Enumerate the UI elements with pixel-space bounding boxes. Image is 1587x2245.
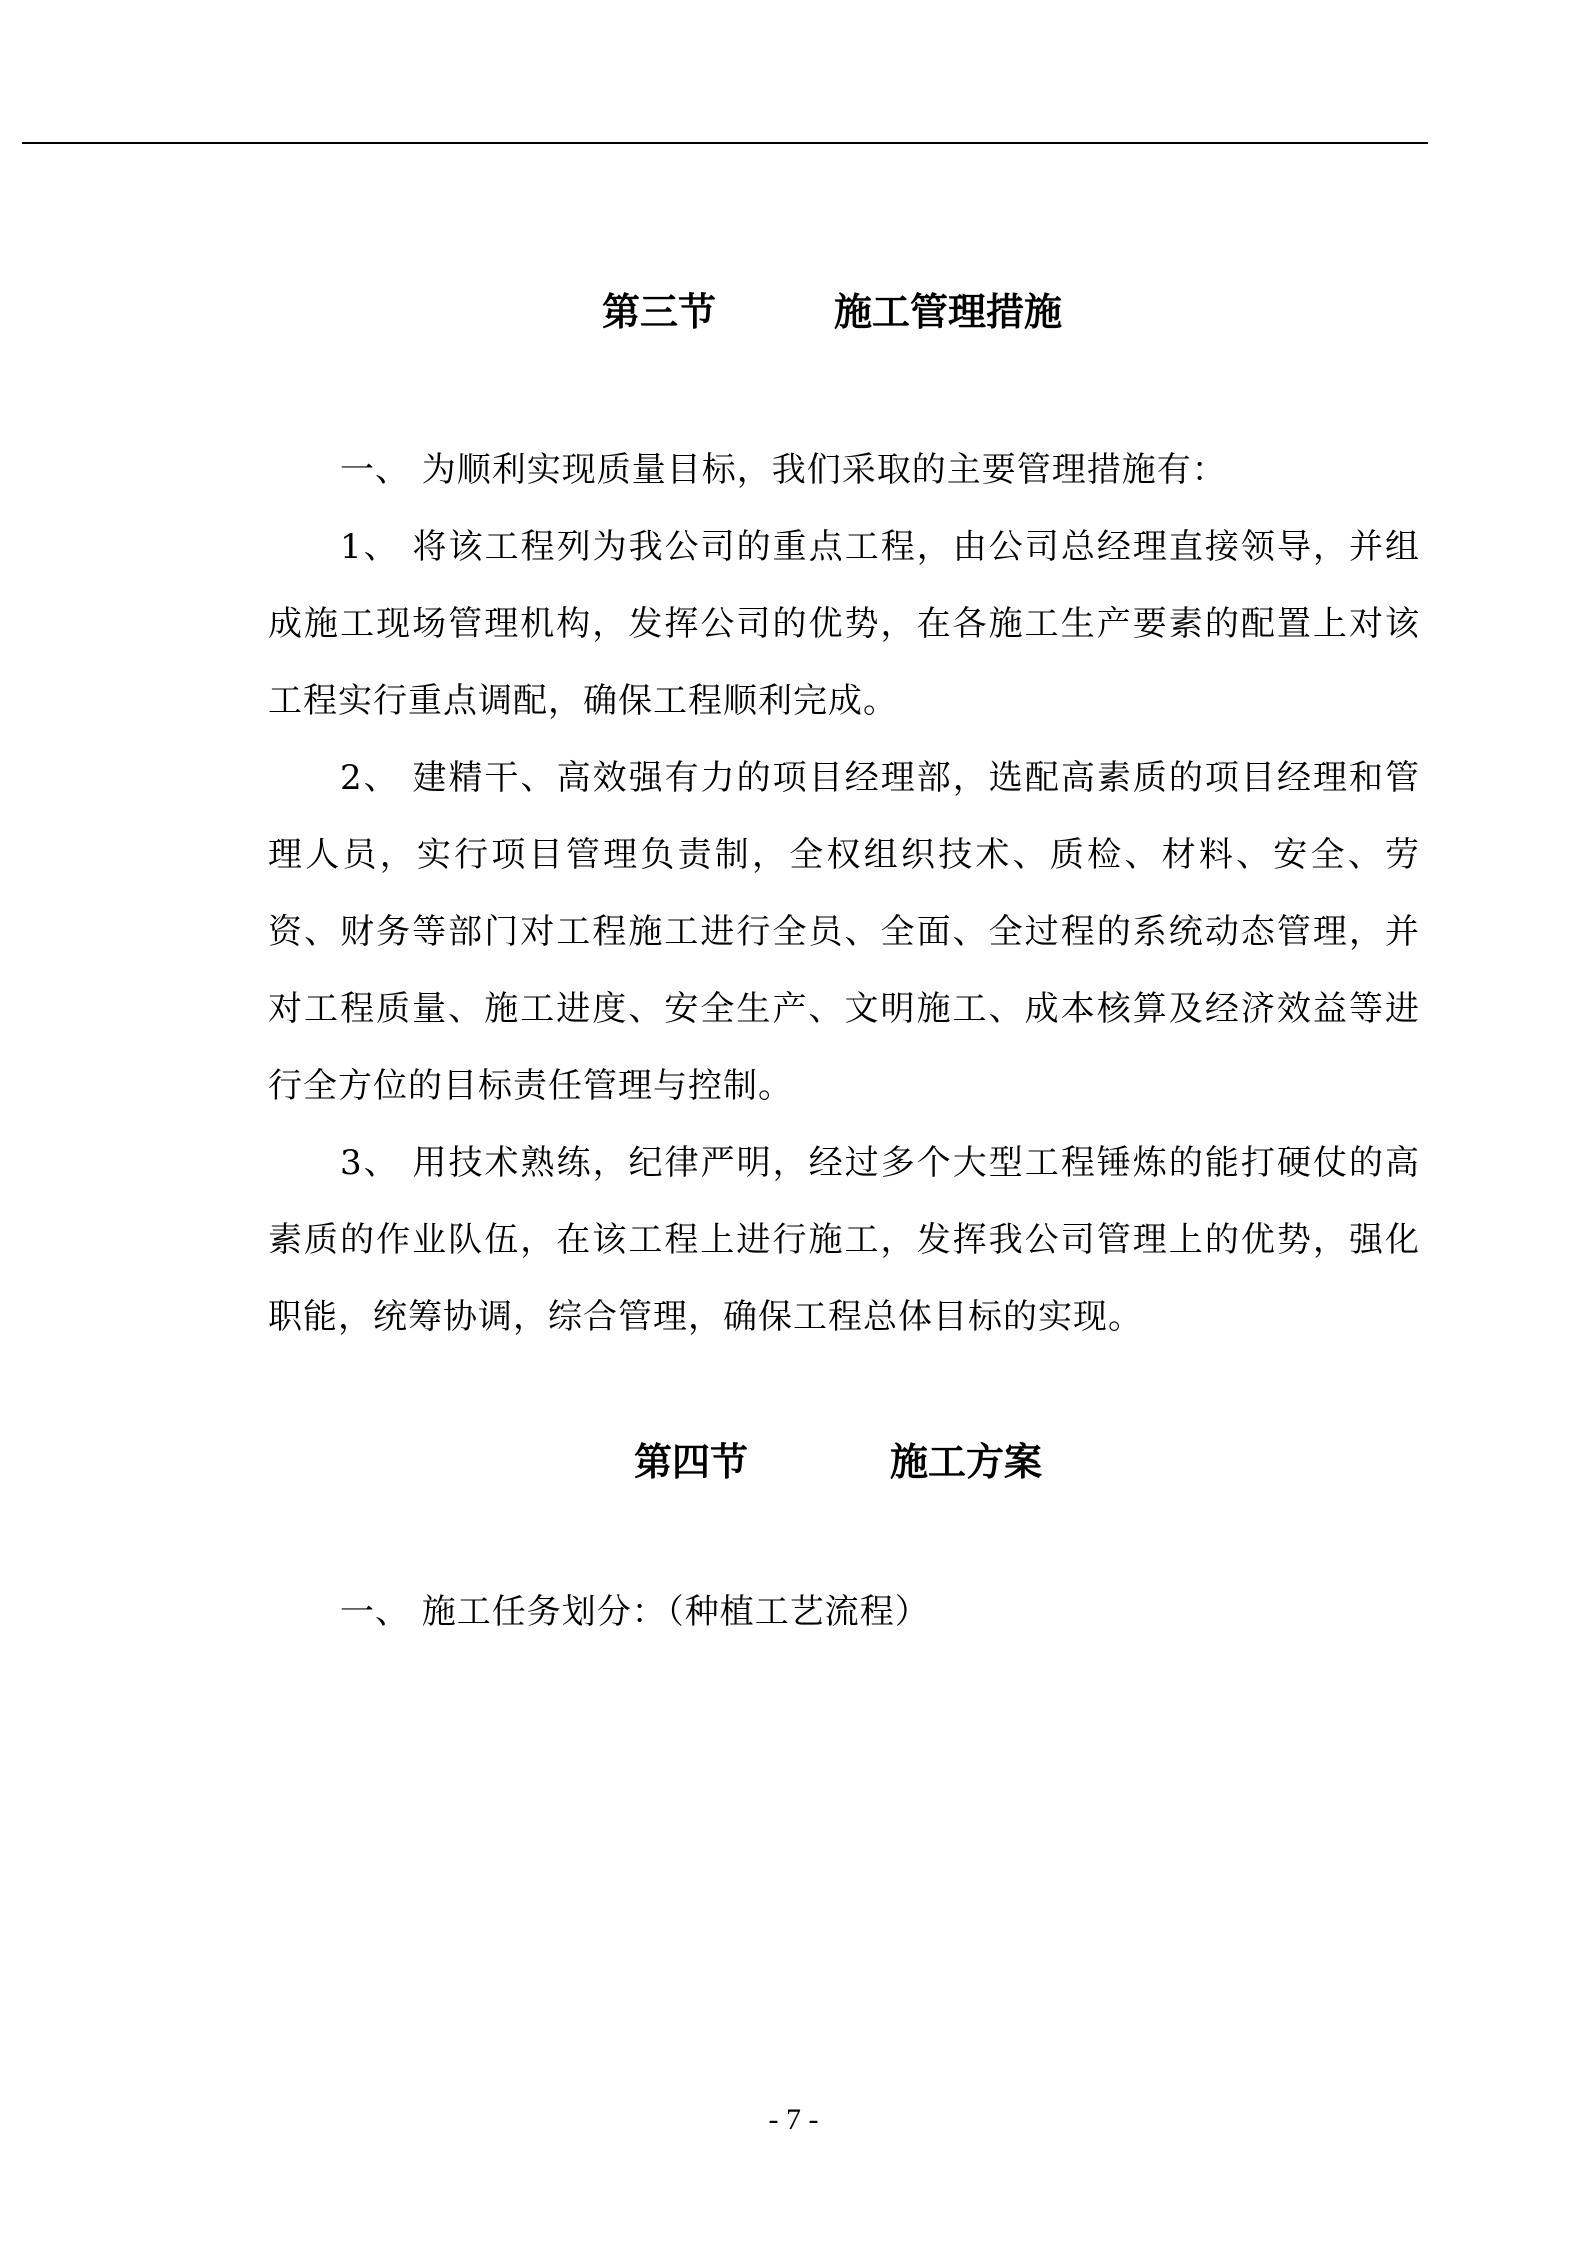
section-4-number: 第四节 — [634, 1440, 749, 1484]
section-3-number: 第三节 — [602, 290, 717, 334]
header-rule — [22, 142, 1428, 144]
page-number: - 7 - — [768, 2103, 819, 2136]
section-3-item-3: 3、 用技术熟练，纪律严明，经过多个大型工程锤炼的能打硬仗的高素质的作业队伍，在该工程上进行施工，发挥我公司管理上的优势，强化职能，统筹协调，综合管理，确保工程总体目标的实现。 — [268, 1143, 1420, 1337]
section-4-title: 施工方案 — [890, 1440, 1043, 1484]
section-3-intro: 一、 为顺利实现质量目标，我们采取的主要管理措施有： — [340, 450, 1227, 490]
section-3-title: 施工管理措施 — [834, 290, 1063, 334]
section-4-heading — [0, 1432, 1587, 1492]
section-4-intro: 一、 施工任务划分：（种植工艺流程） — [340, 1592, 930, 1632]
section-3-item-2: 2、 建精干、高效强有力的项目经理部，选配高素质的项目经理和管理人员，实行项目管理负责制，全权组织技术、质检、材料、安全、劳资、财务等部门对工程施工进行全员、全面、全过程的系统动态管理，并对工程质量、施工进度、安全生产、文明施工、成本核算及经济效益等进行全方位的目标责任管理与控制。 — [268, 758, 1420, 1106]
section-3-heading — [0, 282, 1587, 342]
section-3-item-1: 1、 将该工程列为我公司的重点工程，由公司总经理直接领导，并组成施工现场管理机构，发挥公司的优势，在各施工生产要素的配置上对该工程实行重点调配，确保工程顺利完成。 — [268, 527, 1420, 721]
